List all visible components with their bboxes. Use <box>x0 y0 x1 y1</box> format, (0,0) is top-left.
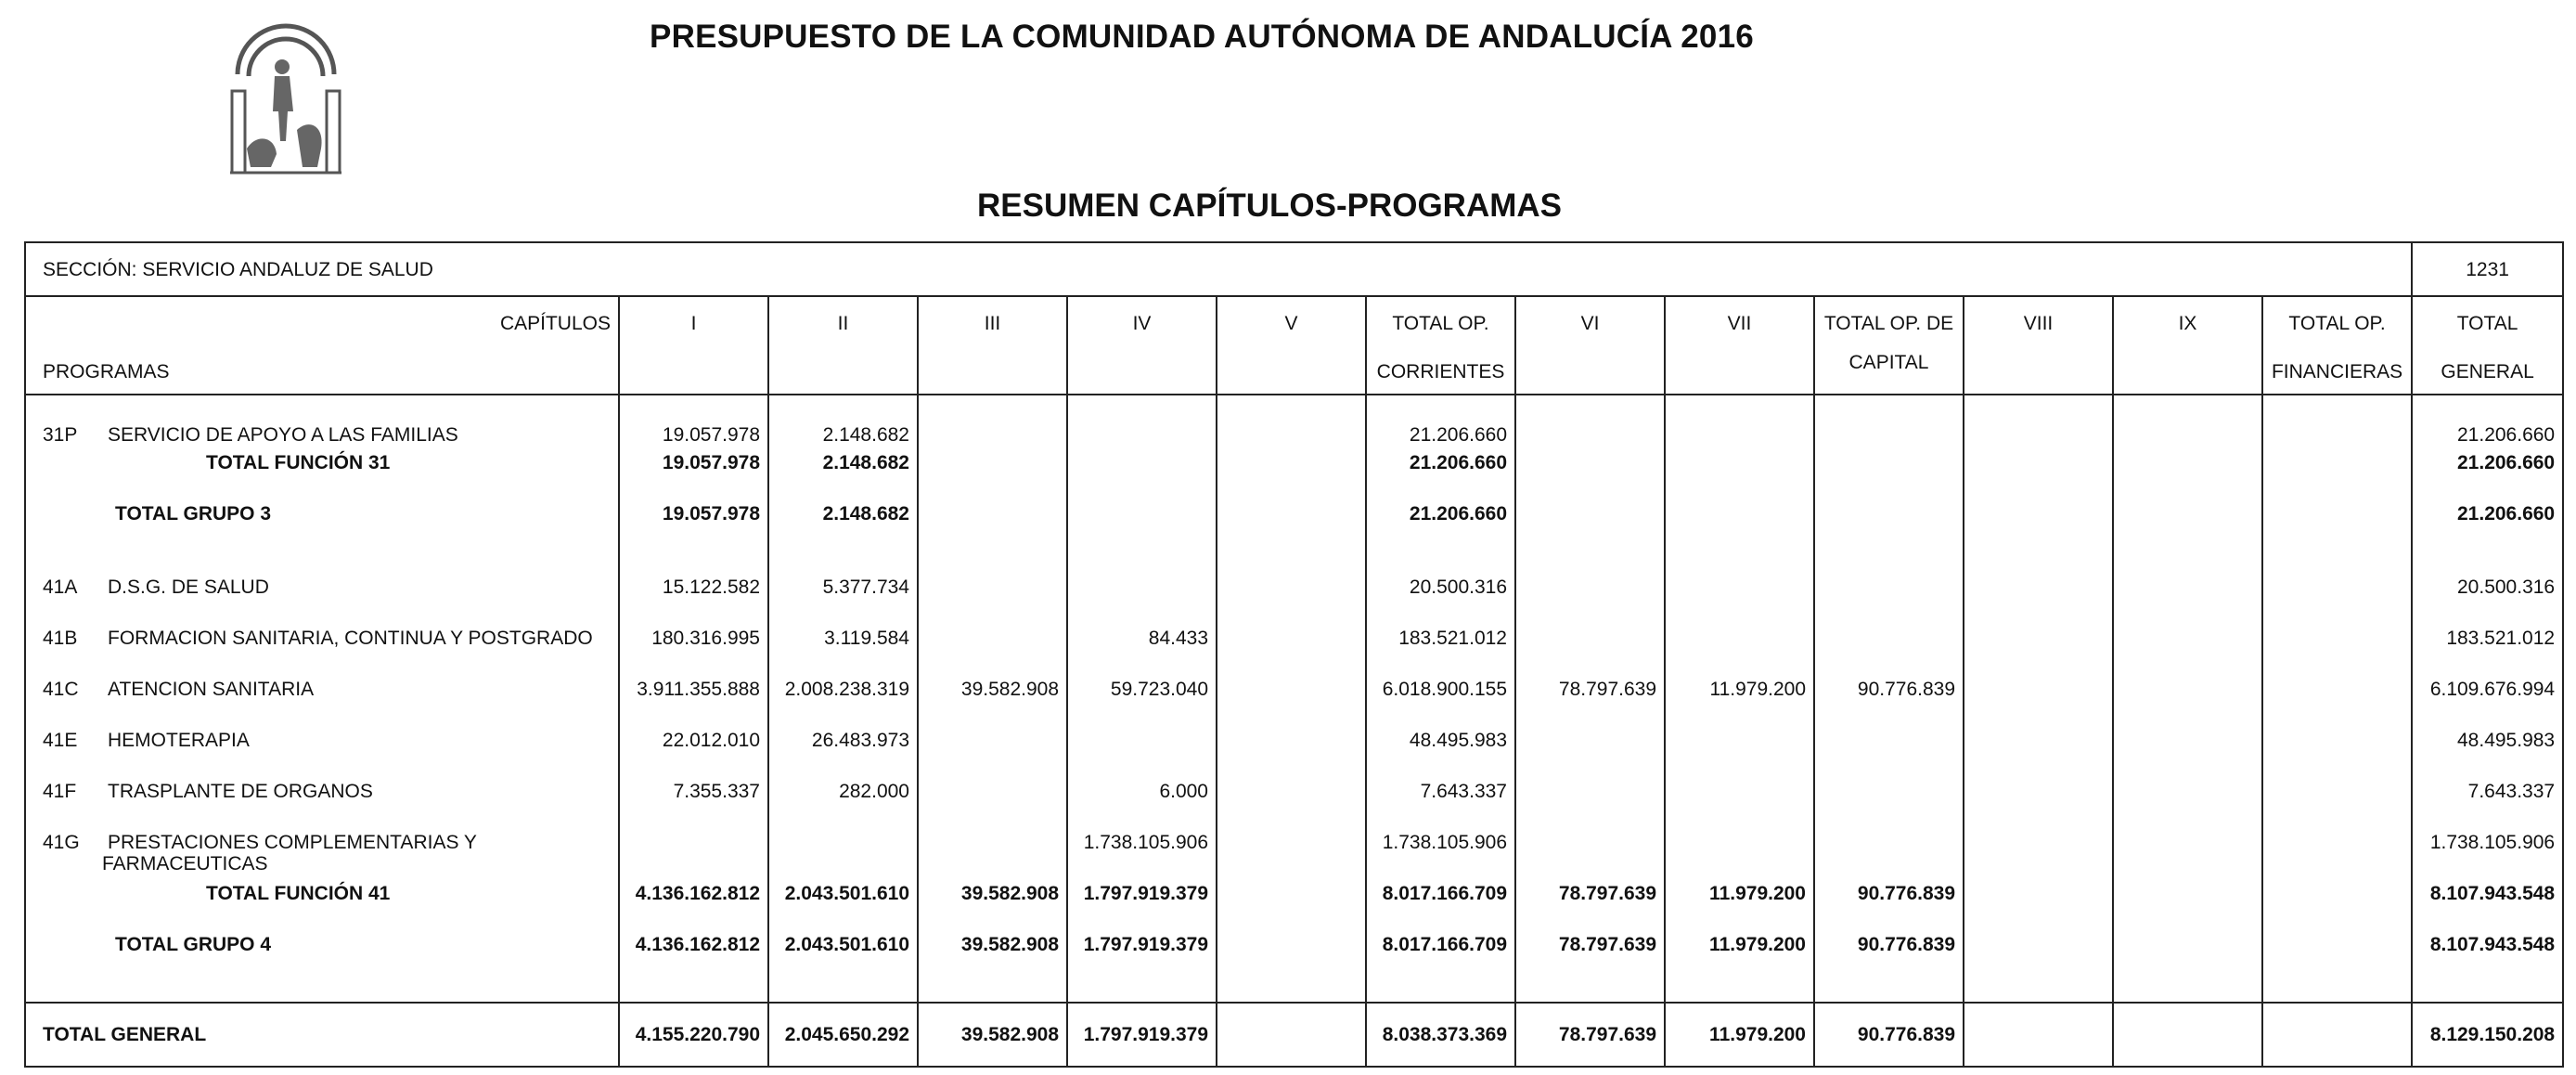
value-cell <box>919 574 1066 602</box>
total-value-cell <box>1964 1003 2113 1067</box>
andalucia-emblem-logo <box>228 19 343 176</box>
value-cell <box>2263 880 2411 908</box>
value-cell <box>1666 421 1813 449</box>
total-value-cell: 8.038.373.369 <box>1366 1003 1515 1067</box>
value-cell <box>1666 727 1813 755</box>
value-cell: 1.738.105.906 <box>2429 832 2556 853</box>
values-column <box>1217 395 1366 1003</box>
value-cell <box>2263 931 2411 959</box>
value-cell: 21.206.660 <box>1409 452 1507 473</box>
program-name: HEMOTERAPIA <box>108 730 250 751</box>
value-cell: 15.122.582 <box>662 576 760 598</box>
value-cell: 7.643.337 <box>2467 781 2556 802</box>
value-cell: 2.043.501.610 <box>784 883 909 904</box>
value-cell: 90.776.839 <box>1857 934 1955 955</box>
value-cell <box>2114 625 2261 653</box>
value-cell: 39.582.908 <box>960 934 1059 955</box>
value-cell: 5.377.734 <box>822 576 909 598</box>
value-cell <box>1815 574 1963 602</box>
program-name: FORMACION SANITARIA, CONTINUA Y POSTGRADO <box>108 628 593 649</box>
program-code: 41G <box>43 832 80 853</box>
header-col-VII: VII <box>1727 313 1752 334</box>
value-cell: 7.643.337 <box>1420 781 1507 802</box>
value-cell <box>919 829 1066 857</box>
value-cell <box>1217 574 1365 602</box>
program-name: D.S.G. DE SALUD <box>108 576 269 598</box>
value-cell <box>2263 574 2411 602</box>
value-cell <box>919 625 1066 653</box>
value-cell <box>1516 625 1664 653</box>
value-cell: 21.206.660 <box>2457 503 2556 525</box>
value-cell <box>2263 676 2411 704</box>
header-financieras: FINANCIERAS <box>2271 361 2403 382</box>
values-column <box>1515 395 1665 1003</box>
value-cell: 2.148.682 <box>822 452 909 473</box>
value-cell <box>1217 500 1365 528</box>
values-column <box>2113 395 2262 1003</box>
value-cell <box>1068 421 1216 449</box>
value-cell <box>2114 500 2261 528</box>
value-cell: 6.109.676.994 <box>2429 679 2556 700</box>
value-cell: 8.107.943.548 <box>2429 934 2556 955</box>
values-column <box>2412 395 2563 1003</box>
total-value-cell <box>2113 1003 2262 1067</box>
row-label <box>26 449 390 477</box>
value-cell: 39.582.908 <box>960 883 1059 904</box>
total-grupo-label: TOTAL GRUPO 4 <box>115 934 272 955</box>
value-cell <box>1964 421 2112 449</box>
value-cell <box>2114 880 2261 908</box>
value-cell <box>1217 727 1365 755</box>
header-col-VIII: VIII <box>2023 313 2054 334</box>
value-cell: 6.018.900.155 <box>1382 679 1507 700</box>
program-name: SERVICIO DE APOYO A LAS FAMILIAS <box>108 424 458 446</box>
program-code: 41E <box>43 730 78 751</box>
value-cell <box>1964 574 2112 602</box>
value-cell: 20.500.316 <box>1409 576 1507 598</box>
row-label <box>26 421 458 449</box>
total-value-cell: 4.155.220.790 <box>619 1003 768 1067</box>
header-col-I: I <box>690 313 697 334</box>
values-column <box>1964 395 2113 1003</box>
value-cell <box>919 778 1066 806</box>
value-cell <box>1217 625 1365 653</box>
value-cell <box>1666 829 1813 857</box>
value-cell: 22.012.010 <box>662 730 760 751</box>
header-capitulos: CAPÍTULOS <box>499 313 611 334</box>
program-code: 41C <box>43 679 79 700</box>
value-cell: 4.136.162.812 <box>635 883 760 904</box>
value-cell <box>2263 449 2411 477</box>
value-cell <box>919 421 1066 449</box>
value-cell: 11.979.200 <box>1709 934 1806 955</box>
values-column <box>1067 395 1217 1003</box>
program-code: 41A <box>43 576 78 598</box>
value-cell: 21.206.660 <box>1409 503 1507 525</box>
row-label <box>26 676 314 704</box>
value-cell <box>2114 421 2261 449</box>
program-code: 41B <box>43 628 78 649</box>
value-cell: 1.797.919.379 <box>1083 883 1208 904</box>
section-row <box>25 242 2563 296</box>
value-cell: 180.316.995 <box>651 628 760 649</box>
value-cell: 11.979.200 <box>1709 679 1806 700</box>
value-cell <box>769 829 917 857</box>
table-body <box>25 395 2563 1003</box>
value-cell: 2.148.682 <box>822 424 909 446</box>
total-value-cell: 78.797.639 <box>1515 1003 1665 1067</box>
row-label <box>26 880 390 908</box>
values-column <box>619 395 768 1003</box>
value-cell: 1.797.919.379 <box>1083 934 1208 955</box>
value-cell: 19.057.978 <box>662 452 760 473</box>
column-header-row <box>25 296 2563 395</box>
value-cell <box>1815 421 1963 449</box>
value-cell: 21.206.660 <box>2457 424 2556 446</box>
value-cell: 2.043.501.610 <box>784 934 909 955</box>
value-cell <box>1666 778 1813 806</box>
value-cell <box>1516 727 1664 755</box>
value-cell: 3.119.584 <box>824 628 909 649</box>
total-value-cell: 90.776.839 <box>1814 1003 1964 1067</box>
value-cell <box>919 500 1066 528</box>
total-general-row <box>25 1003 2563 1067</box>
value-cell: 90.776.839 <box>1857 679 1955 700</box>
value-cell <box>1217 880 1365 908</box>
value-cell: 1.738.105.906 <box>1382 832 1507 853</box>
values-column <box>1814 395 1964 1003</box>
values-column <box>1665 395 1814 1003</box>
total-general-label: TOTAL GENERAL <box>25 1003 619 1067</box>
value-cell: 78.797.639 <box>1558 883 1656 904</box>
total-value-cell: 39.582.908 <box>918 1003 1067 1067</box>
value-cell <box>2114 931 2261 959</box>
value-cell <box>1666 625 1813 653</box>
value-cell <box>1964 449 2112 477</box>
program-code: 31P <box>43 424 78 446</box>
value-cell <box>1964 880 2112 908</box>
total-value-cell: 2.045.650.292 <box>768 1003 918 1067</box>
value-cell <box>2114 449 2261 477</box>
value-cell: 48.495.983 <box>2457 730 2556 751</box>
value-cell: 2.148.682 <box>822 503 909 525</box>
header-total-general: TOTAL <box>2456 313 2518 334</box>
value-cell <box>1217 778 1365 806</box>
value-cell: 19.057.978 <box>662 424 760 446</box>
row-label <box>26 778 373 806</box>
value-cell <box>1964 931 2112 959</box>
value-cell <box>1516 421 1664 449</box>
values-column <box>918 395 1067 1003</box>
value-cell <box>1666 574 1813 602</box>
value-cell: 11.979.200 <box>1709 883 1806 904</box>
value-cell <box>1964 500 2112 528</box>
total-value-cell <box>2262 1003 2412 1067</box>
value-cell <box>1964 778 2112 806</box>
value-cell <box>2114 676 2261 704</box>
section-label: SECCIÓN: SERVICIO ANDALUZ DE SALUD <box>25 242 2412 296</box>
value-cell <box>1964 625 2112 653</box>
header-col-II: II <box>837 313 849 334</box>
header-capital: CAPITAL <box>1848 352 1929 373</box>
header-total-op-capital: TOTAL OP. DE <box>1823 313 1954 334</box>
value-cell: 78.797.639 <box>1558 679 1656 700</box>
header-corrientes: CORRIENTES <box>1376 361 1505 382</box>
value-cell <box>2114 829 2261 857</box>
program-name-continued: FARMACEUTICAS <box>102 853 268 874</box>
total-value-cell: 8.129.150.208 <box>2412 1003 2563 1067</box>
value-cell <box>2263 625 2411 653</box>
value-cell <box>1964 727 2112 755</box>
header-col-IX: IX <box>2178 313 2197 334</box>
total-funcion-label: TOTAL FUNCIÓN 41 <box>206 883 391 904</box>
row-label <box>26 625 593 653</box>
value-cell <box>1815 829 1963 857</box>
value-cell <box>1516 778 1664 806</box>
budget-summary-table <box>24 241 2564 1068</box>
value-cell <box>2263 829 2411 857</box>
value-cell <box>1217 829 1365 857</box>
value-cell: 20.500.316 <box>2457 576 2556 598</box>
total-value-cell: 1.797.919.379 <box>1067 1003 1217 1067</box>
value-cell <box>1666 500 1813 528</box>
value-cell: 8.107.943.548 <box>2429 883 2556 904</box>
row-label <box>26 727 250 755</box>
value-cell: 2.008.238.319 <box>784 679 909 700</box>
total-funcion-label: TOTAL FUNCIÓN 31 <box>206 452 391 473</box>
value-cell: 78.797.639 <box>1558 934 1656 955</box>
value-cell: 183.521.012 <box>2446 628 2556 649</box>
value-cell: 282.000 <box>839 781 909 802</box>
header-label-cell <box>25 296 619 395</box>
values-column <box>1366 395 1515 1003</box>
section-code: 1231 <box>2412 242 2563 296</box>
row-label <box>26 574 269 602</box>
values-column <box>768 395 918 1003</box>
value-cell <box>1516 829 1664 857</box>
total-value-cell: 11.979.200 <box>1665 1003 1814 1067</box>
header-total-op-corrientes: TOTAL OP. <box>1392 313 1489 334</box>
program-name: ATENCION SANITARIA <box>108 679 315 700</box>
values-column <box>2262 395 2412 1003</box>
value-cell <box>2114 574 2261 602</box>
program-name: PRESTACIONES COMPLEMENTARIAS Y <box>108 832 477 853</box>
value-cell <box>1815 727 1963 755</box>
page-subtitle: RESUMEN CAPÍTULOS-PROGRAMAS <box>976 188 1563 224</box>
value-cell: 84.433 <box>1148 628 1208 649</box>
value-cell <box>1068 449 1216 477</box>
value-cell: 21.206.660 <box>1409 424 1507 446</box>
value-cell <box>1516 574 1664 602</box>
value-cell <box>1516 449 1664 477</box>
value-cell: 26.483.973 <box>811 730 909 751</box>
value-cell <box>1217 676 1365 704</box>
value-cell <box>1666 449 1813 477</box>
program-name: TRASPLANTE DE ORGANOS <box>108 781 373 802</box>
row-label <box>26 931 271 959</box>
header-col-V: V <box>1284 313 1298 334</box>
value-cell: 183.521.012 <box>1398 628 1507 649</box>
value-cell <box>2263 421 2411 449</box>
value-cell <box>1815 625 1963 653</box>
value-cell <box>2263 500 2411 528</box>
value-cell <box>1068 500 1216 528</box>
value-cell <box>2263 778 2411 806</box>
header-col-IV: IV <box>1132 313 1152 334</box>
total-grupo-label: TOTAL GRUPO 3 <box>115 503 272 525</box>
value-cell <box>1068 727 1216 755</box>
value-cell <box>1964 676 2112 704</box>
value-cell <box>1964 829 2112 857</box>
value-cell <box>1815 449 1963 477</box>
header-col-III: III <box>984 313 1001 334</box>
value-cell <box>1217 449 1365 477</box>
value-cell <box>2114 778 2261 806</box>
value-cell: 8.017.166.709 <box>1382 883 1507 904</box>
program-code: 41F <box>43 781 77 802</box>
value-cell <box>620 829 767 857</box>
value-cell <box>919 727 1066 755</box>
header-total-op-financieras: TOTAL OP. <box>2288 313 2386 334</box>
value-cell: 48.495.983 <box>1409 730 1507 751</box>
value-cell: 4.136.162.812 <box>635 934 760 955</box>
value-cell <box>2263 727 2411 755</box>
header-general: GENERAL <box>2441 361 2534 382</box>
value-cell <box>2114 727 2261 755</box>
header-col-VI: VI <box>1580 313 1600 334</box>
value-cell <box>1068 574 1216 602</box>
value-cell <box>919 449 1066 477</box>
value-cell: 1.738.105.906 <box>1083 832 1208 853</box>
value-cell: 6.000 <box>1159 781 1208 802</box>
row-label <box>26 500 271 528</box>
value-cell: 3.911.355.888 <box>637 679 760 700</box>
value-cell <box>1815 778 1963 806</box>
value-cell: 90.776.839 <box>1857 883 1955 904</box>
value-cell: 21.206.660 <box>2457 452 2556 473</box>
value-cell: 19.057.978 <box>662 503 760 525</box>
value-cell: 7.355.337 <box>673 781 760 802</box>
page-title: PRESUPUESTO DE LA COMUNIDAD AUTÓNOMA DE ANDALUCÍA 2016 <box>650 19 1754 55</box>
value-cell <box>1217 421 1365 449</box>
value-cell <box>1217 931 1365 959</box>
programs-column <box>25 395 619 1003</box>
value-cell <box>1815 500 1963 528</box>
value-cell: 59.723.040 <box>1110 679 1208 700</box>
value-cell: 39.582.908 <box>960 679 1059 700</box>
value-cell <box>1516 500 1664 528</box>
header-programas: PROGRAMAS <box>43 361 170 382</box>
total-value-cell <box>1217 1003 1366 1067</box>
value-cell: 8.017.166.709 <box>1382 934 1507 955</box>
